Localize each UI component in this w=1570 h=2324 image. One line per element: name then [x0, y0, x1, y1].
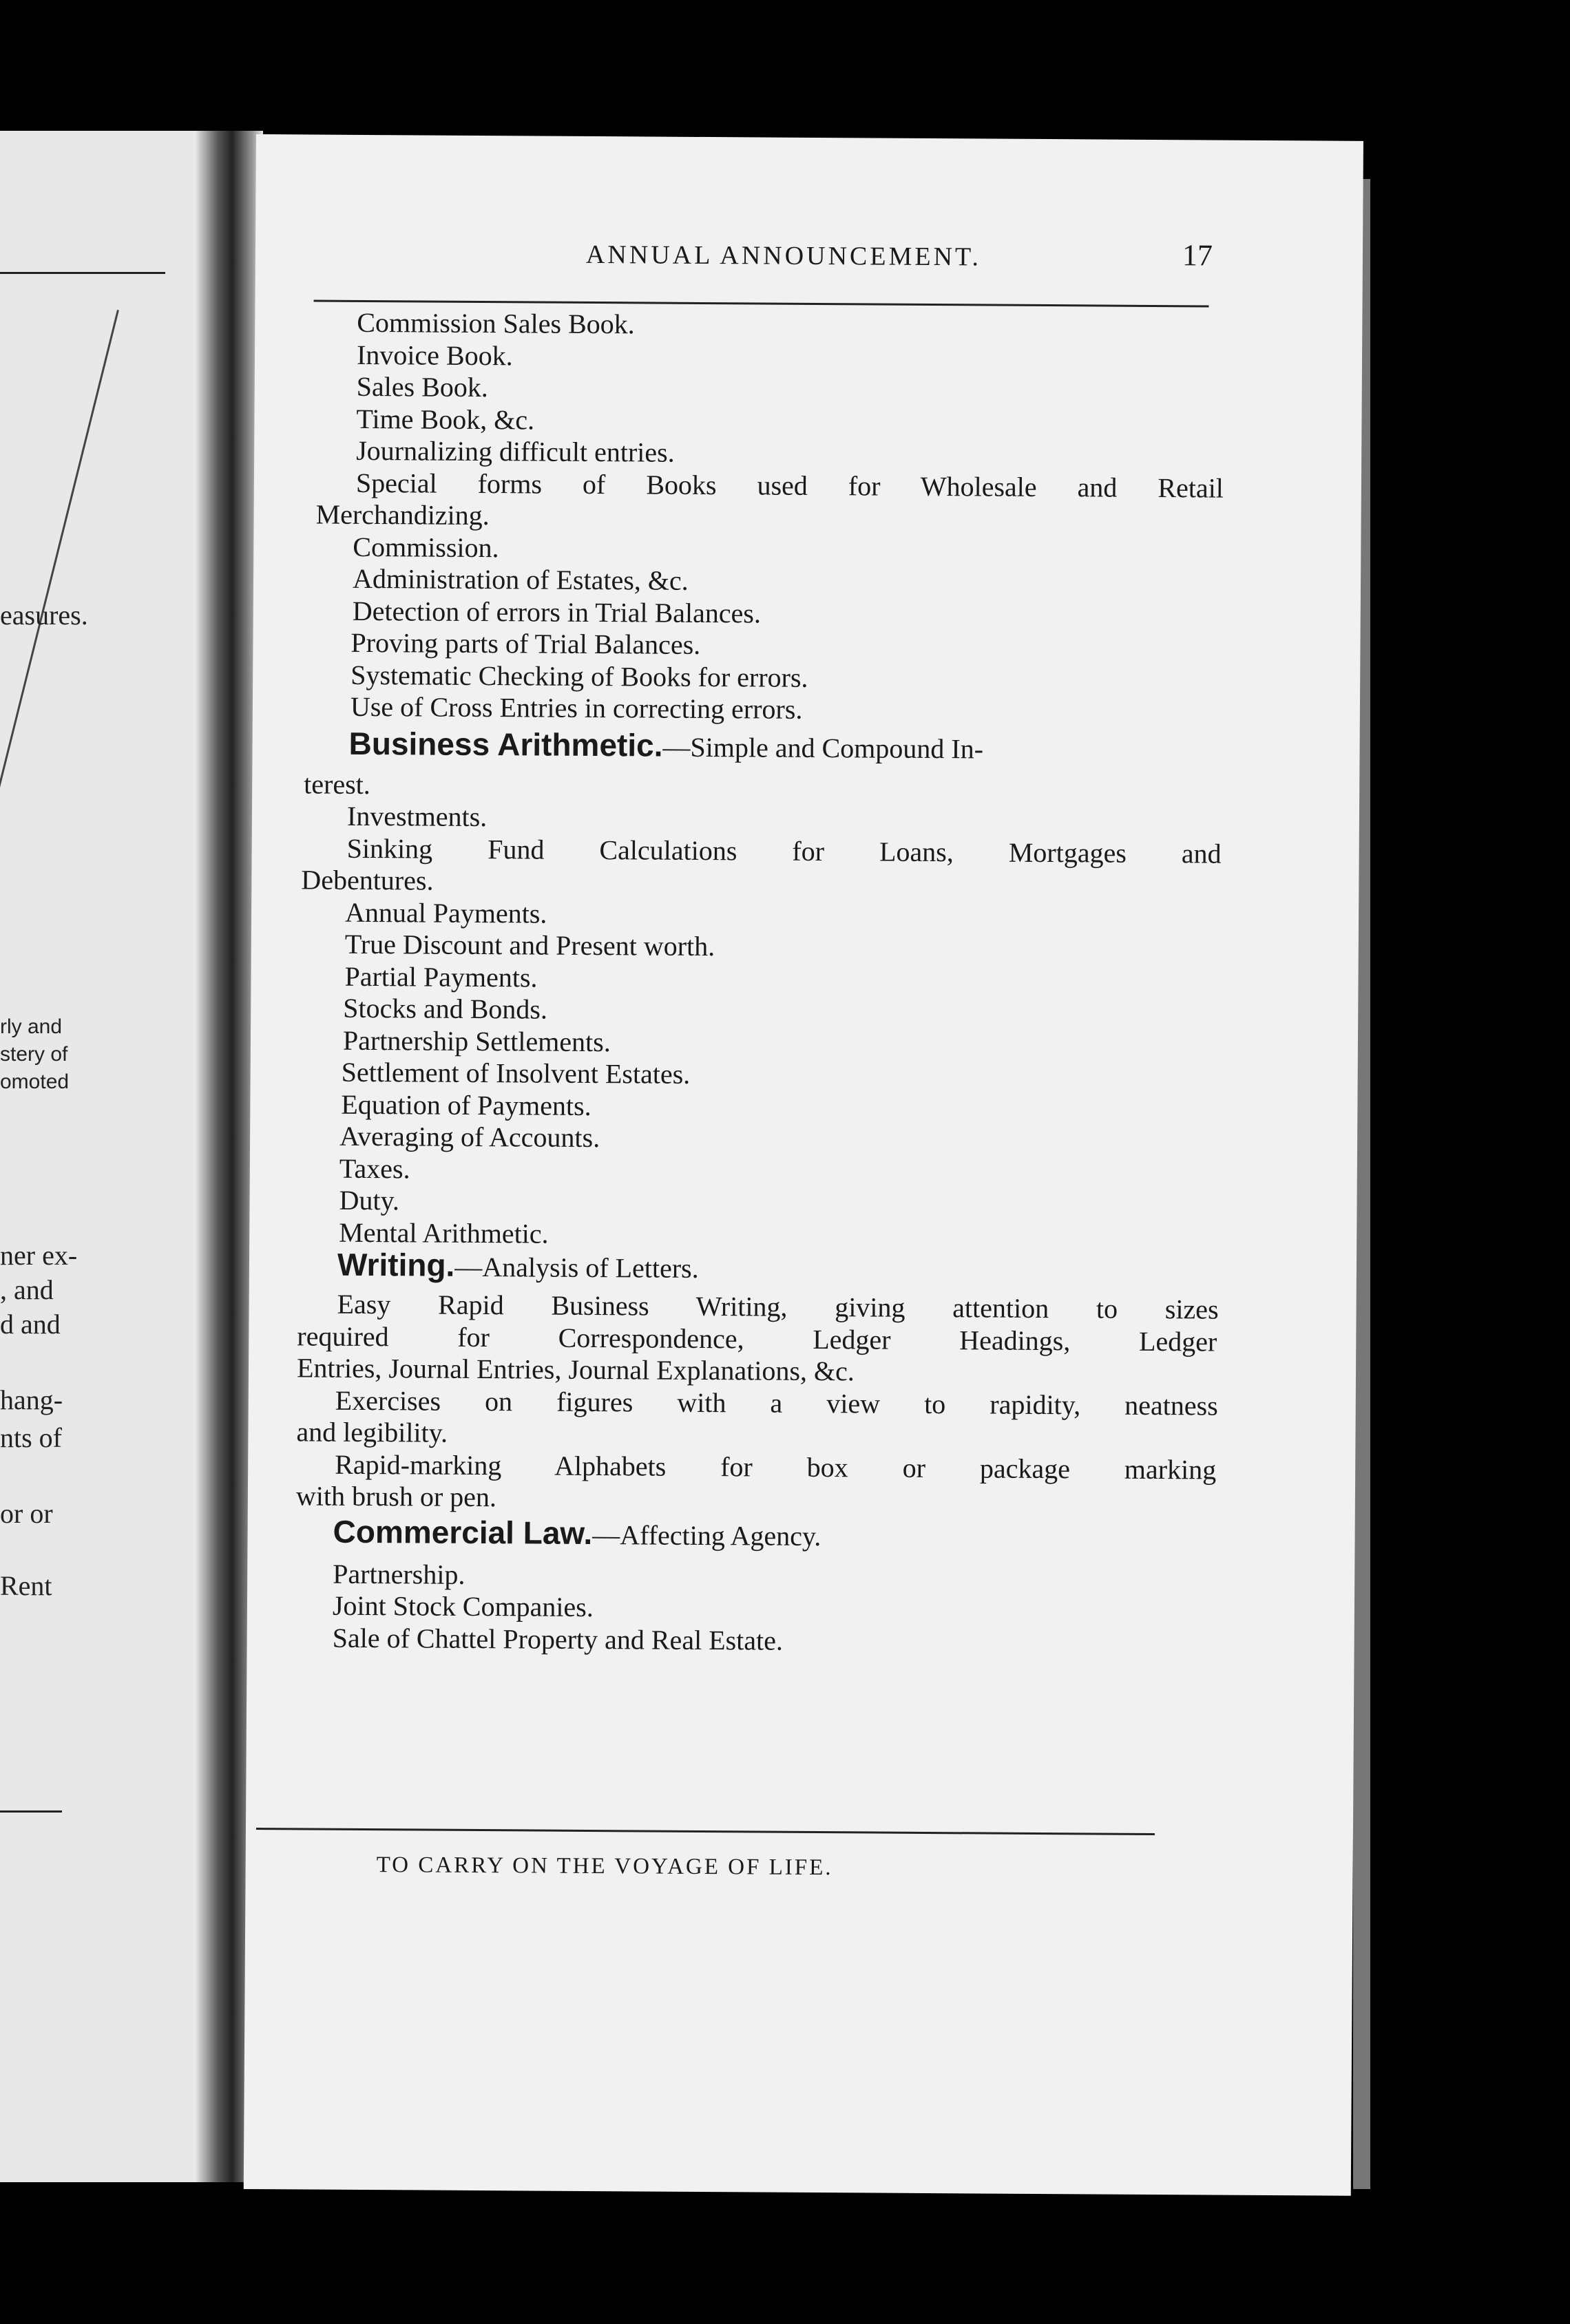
left-page-fragment: rly and	[0, 1015, 63, 1038]
text-line: Equation of Payments.	[341, 1088, 592, 1121]
text-line: Duty.	[339, 1184, 400, 1216]
text-line: Merchandizing.	[315, 498, 490, 531]
left-page-fragment: ner ex-	[0, 1240, 78, 1271]
text-line: Partnership Settlements.	[342, 1024, 611, 1057]
text-line: Commission Sales Book.	[357, 306, 635, 340]
text-line: Taxes.	[339, 1152, 410, 1184]
left-page-fragment: nts of	[0, 1422, 62, 1453]
text-line: Settlement of Insolvent Estates.	[341, 1056, 691, 1090]
text-line: Averaging of Accounts.	[339, 1120, 600, 1154]
text-line: Sale of Chattel Property and Real Estate.	[332, 1622, 784, 1656]
footer-rule	[256, 1828, 1155, 1835]
text-line: Mental Arithmetic.	[339, 1216, 549, 1249]
text-line: required for Correspondence, Ledger Headings, Ledger	[297, 1320, 1217, 1358]
left-page-fragment: Rent	[0, 1570, 52, 1601]
section-heading: Business Arithmetic.	[348, 725, 663, 763]
text-line: with brush or pen.	[295, 1480, 497, 1513]
text-line: Easy Rapid Business Writing, giving attention to sizes	[337, 1288, 1219, 1325]
text-line: Invoice Book.	[356, 339, 513, 371]
text-line: Investments.	[346, 800, 488, 833]
section-lead: —Affecting Agency.	[592, 1519, 821, 1552]
text-line: Stocks and Bonds.	[343, 992, 548, 1025]
section-lead: —Analysis of Letters.	[454, 1251, 699, 1284]
left-page-fragment: or or	[0, 1498, 53, 1529]
text-line: True Discount and Present worth.	[344, 928, 715, 962]
text-line: Special forms of Books used for Wholesale and Retail	[355, 467, 1224, 504]
left-page-fragment: , and	[0, 1274, 54, 1305]
header-title: ANNUAL ANNOUNCEMENT.	[585, 240, 982, 272]
text-line: Partnership.	[333, 1558, 465, 1590]
body-text	[295, 306, 1226, 1659]
text-line: Systematic Checking of Books for errors.	[350, 659, 808, 693]
text-line: Sales Book.	[356, 370, 489, 403]
section-heading: Commercial Law.	[333, 1513, 593, 1551]
text-line: Use of Cross Entries in correcting errors.	[350, 690, 803, 725]
text-line: terest.	[304, 768, 370, 800]
text-line: Exercises on figures with a view to rapidity, neatness	[335, 1384, 1218, 1422]
text-line: Detection of errors in Trial Balances.	[352, 595, 762, 628]
text-line: Partial Payments.	[344, 960, 538, 993]
text-line: Sinking Fund Calculations for Loans, Mortgages and	[346, 832, 1222, 869]
section-law-heading-line	[295, 1515, 1218, 1563]
text-line: Commission.	[353, 531, 499, 563]
footer-motto: TO CARRY ON THE VOYAGE OF LIFE.	[376, 1852, 833, 1881]
running-header	[317, 238, 1213, 292]
text-line: Entries, Journal Entries, Journal Explanations, &c.	[296, 1352, 855, 1387]
left-page-fragment: hang-	[0, 1384, 63, 1415]
text-line: Rapid-marking Alphabets for box or package marking	[335, 1448, 1217, 1486]
left-page-fragment: d and	[0, 1309, 61, 1340]
left-page-footer-rule	[0, 1810, 62, 1813]
text-line: Debentures.	[301, 864, 434, 896]
section-lead: —Simple and Compound In-	[662, 731, 984, 764]
text-line: Joint Stock Companies.	[332, 1589, 594, 1623]
text-line: Journalizing difficult entries.	[356, 434, 675, 468]
section-heading: Writing.	[337, 1246, 455, 1283]
section-writing-heading-line	[297, 1248, 1220, 1293]
left-page-fragment: easures.	[0, 600, 88, 631]
page-17	[244, 134, 1363, 2196]
page-number: 17	[1182, 238, 1213, 273]
header-rule	[314, 300, 1209, 308]
text-line: Administration of Estates, &c.	[352, 562, 689, 596]
left-page-header-rule	[0, 272, 165, 274]
text-line: and legibility.	[296, 1416, 448, 1448]
left-page-fragment: omoted	[0, 1070, 70, 1093]
text-line: Proving parts of Trial Balances.	[350, 626, 701, 660]
left-page-fragment: stery of	[0, 1043, 68, 1066]
text-line: Time Book, &c.	[356, 403, 535, 435]
section-arithmetic-heading-line	[300, 727, 1223, 774]
text-line: Annual Payments.	[344, 896, 547, 929]
